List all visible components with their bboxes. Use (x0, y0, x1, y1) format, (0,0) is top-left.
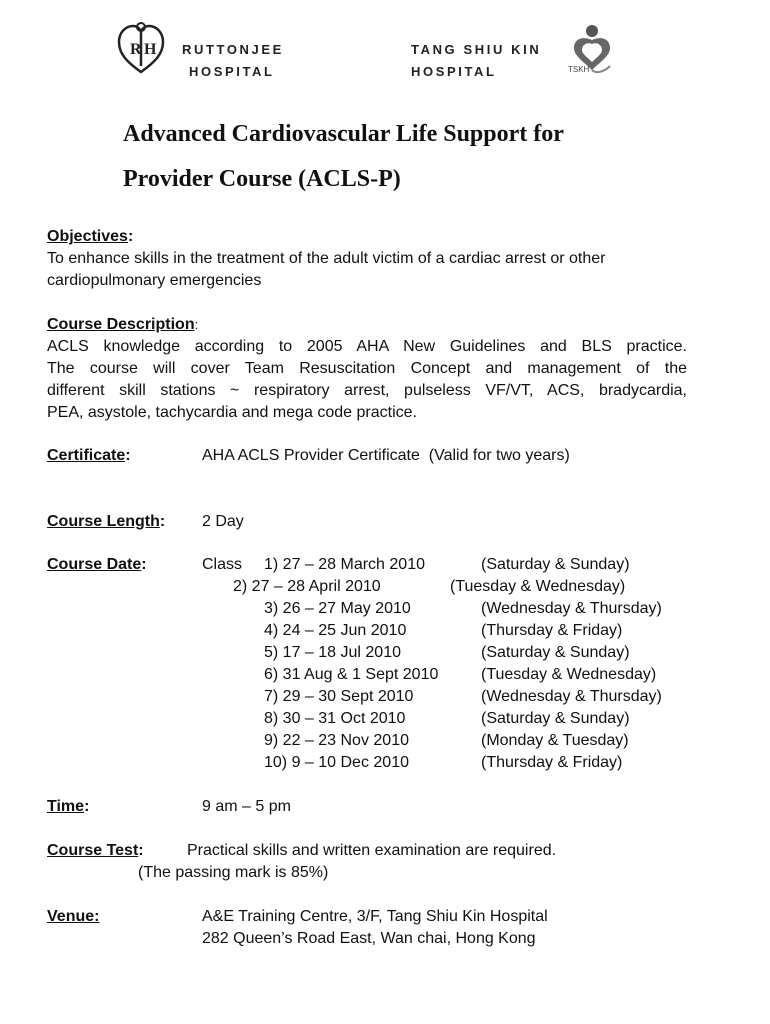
svg-text:TSKH: TSKH (568, 65, 590, 74)
class-date: 5) 17 – 18 Jul 2010 (264, 644, 401, 661)
description-text-line: different skill stations ~ respiratory arrest, pulseless VF/VT, ACS, bradycardia, (47, 382, 687, 399)
class-date: 10) 9 – 10 Dec 2010 (264, 754, 409, 771)
class-days: (Saturday & Sunday) (481, 556, 630, 573)
class-date: 6) 31 Aug & 1 Sept 2010 (264, 666, 439, 683)
certificate-label: Certificate (47, 447, 126, 464)
class-date: 1) 27 – 28 March 2010 (264, 556, 425, 573)
svg-text:H: H (144, 41, 157, 58)
ruttonjee-logo-icon (117, 22, 165, 74)
class-days: (Tuesday & Wednesday) (481, 666, 657, 683)
objectives-label: Objectives (47, 228, 128, 245)
test-passing-note: (The passing mark is 85%) (138, 864, 329, 881)
class-days: (Thursday & Friday) (481, 622, 623, 639)
venue-line: 282 Queen’s Road East, Wan chai, Hong Kong (202, 930, 536, 947)
objectives-heading: Objectives: (47, 228, 134, 245)
time-heading: Time: (47, 798, 90, 815)
page-title-line2: Provider Course (ACLS-P) (123, 166, 401, 192)
description-text-line: The course will cover Team Resuscitation Concept and management of the (47, 360, 687, 377)
class-date: 7) 29 – 30 Sept 2010 (264, 688, 414, 705)
class-date: 2) 27 – 28 April 2010 (233, 578, 381, 595)
class-days: (Thursday & Friday) (481, 754, 623, 771)
description-text-line: ACLS knowledge according to 2005 AHA New Guidelines and BLS practice. (47, 338, 687, 355)
test-heading: Course Test: (47, 842, 144, 859)
venue-label: Venue: (47, 908, 100, 925)
class-date: 4) 24 – 25 Jun 2010 (264, 622, 407, 639)
length-value: 2 Day (202, 513, 244, 530)
description-text-line: PEA, asystole, tachycardia and mega code practice. (47, 404, 417, 421)
length-label: Course Length (47, 513, 160, 530)
svg-text:R: R (130, 41, 142, 58)
left-hospital-name-line1: RUTTONJEE (182, 42, 284, 57)
tang-shiu-kin-logo-icon (566, 22, 618, 80)
test-label: Course Test (47, 842, 139, 859)
description-heading: Course Description: (47, 316, 199, 333)
time-label: Time (47, 798, 85, 815)
venue-heading (47, 906, 99, 928)
venue-line: A&E Training Centre, 3/F, Tang Shiu Kin Hospital (202, 908, 548, 925)
class-days: (Wednesday & Thursday) (481, 600, 662, 617)
date-heading: Course Date: (47, 556, 147, 573)
class-days: (Wednesday & Thursday) (481, 688, 662, 705)
description-label: Course Description (47, 316, 195, 333)
right-hospital-name-line1: TANG SHIU KIN (411, 42, 542, 57)
class-days: (Tuesday & Wednesday) (450, 578, 626, 595)
length-heading: Course Length: (47, 513, 166, 530)
class-date: 9) 22 – 23 Nov 2010 (264, 732, 409, 749)
test-value: Practical skills and written examination are required. (187, 842, 557, 859)
class-days: (Monday & Tuesday) (481, 732, 629, 749)
class-word: Class (202, 556, 243, 573)
page-title-line1: Advanced Cardiovascular Life Support for (123, 121, 564, 147)
certificate-value: AHA ACLS Provider Certificate (Valid for two years) (202, 447, 570, 464)
class-date: 3) 26 – 27 May 2010 (264, 600, 411, 617)
time-value: 9 am – 5 pm (202, 798, 291, 815)
certificate-heading: Certificate: (47, 447, 131, 464)
class-days: (Saturday & Sunday) (481, 644, 630, 661)
class-days: (Saturday & Sunday) (481, 710, 630, 727)
class-date: 8) 30 – 31 Oct 2010 (264, 710, 406, 727)
date-label: Course Date (47, 556, 142, 573)
objectives-text-line: To enhance skills in the treatment of the adult victim of a cardiac arrest or other (47, 250, 606, 267)
objectives-text-line: cardiopulmonary emergencies (47, 272, 262, 289)
left-hospital-name-line2: HOSPITAL (189, 64, 275, 79)
right-hospital-name-line2: HOSPITAL (411, 64, 497, 79)
